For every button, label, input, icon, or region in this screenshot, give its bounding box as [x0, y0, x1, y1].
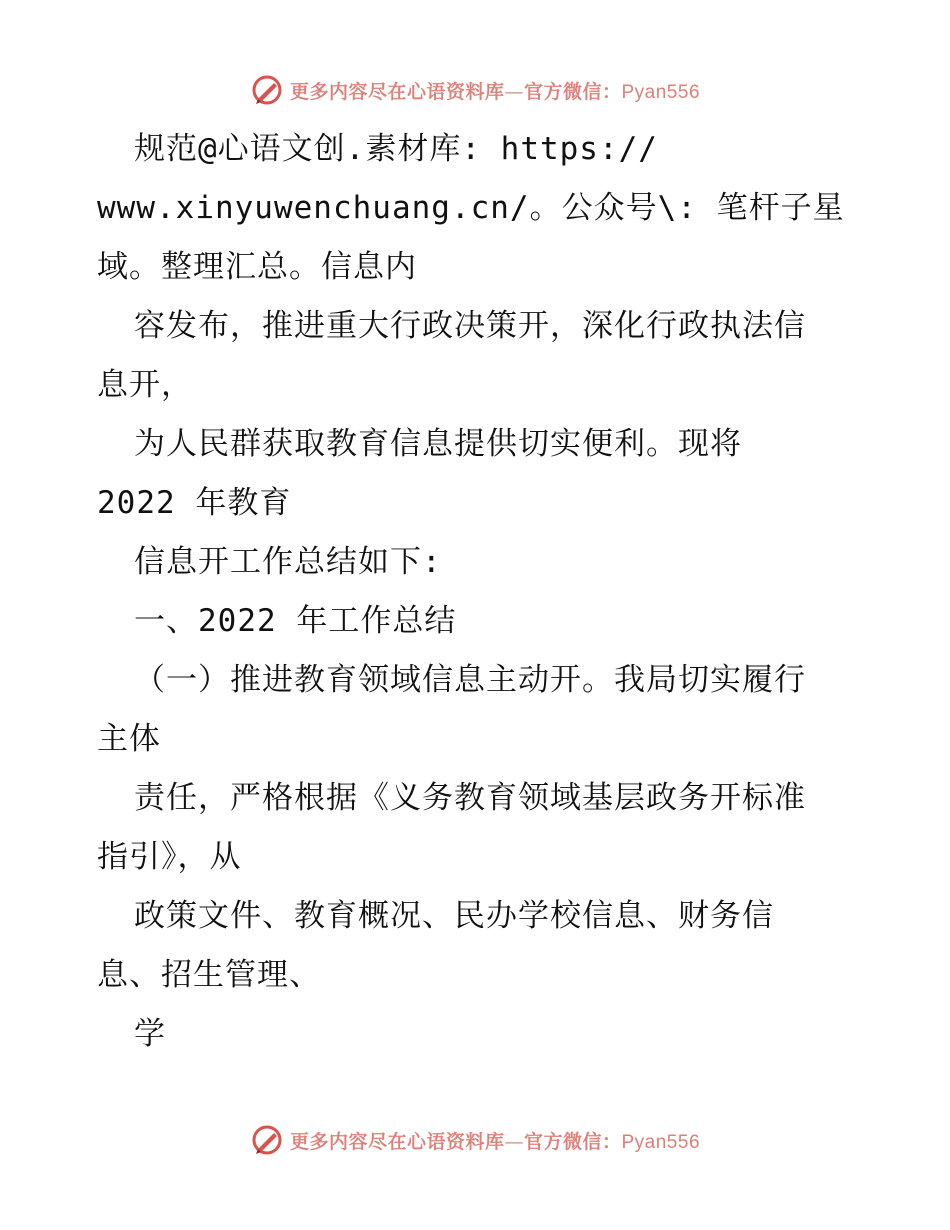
header-banner-separator: —	[504, 80, 524, 103]
header-banner-title: 更多内容尽在心语资料库	[289, 80, 505, 103]
body-line: 政策文件、教育概况、民办学校信息、财务信	[134, 898, 774, 934]
body-line: 2022 年教育	[97, 485, 292, 521]
body-line: 信息开工作总结如下:	[134, 544, 442, 580]
header-banner-wechat-label: 官方微信：	[523, 80, 622, 103]
body-line: 息、招生管理、	[97, 957, 321, 993]
body-line: 容发布，推进重大行政决策开，深化行政执法信	[134, 308, 806, 344]
header-banner	[0, 70, 950, 110]
header-banner-wechat-id: Pyan556	[621, 81, 701, 103]
footer-banner-text	[290, 1127, 700, 1154]
body-line: （一）推进教育领域信息主动开。我局切实履行	[134, 662, 806, 698]
pen-logo-icon	[250, 1123, 284, 1157]
footer-banner-title: 更多内容尽在心语资料库	[289, 1130, 505, 1153]
document-body	[97, 120, 867, 1064]
body-line: 学	[134, 1016, 166, 1052]
body-line: 一、2022 年工作总结	[134, 603, 457, 639]
footer-banner	[0, 1120, 950, 1160]
footer-banner-separator: —	[504, 1130, 524, 1153]
body-line: 指引》，从	[97, 839, 242, 875]
body-line: 息开，	[97, 367, 193, 403]
footer-banner-wechat-label: 官方微信：	[523, 1130, 622, 1153]
body-line: 规范@心语文创.素材库: https://	[134, 131, 658, 167]
pen-logo-icon	[250, 73, 284, 107]
header-banner-text	[290, 77, 700, 104]
body-line: 责任，严格根据《义务教育领域基层政务开标准	[134, 780, 806, 816]
body-line: www.xinyuwenchuang.cn/。公众号\: 笔杆子星	[97, 190, 845, 226]
body-line: 域。整理汇总。信息内	[97, 249, 417, 285]
body-line: 主体	[97, 721, 161, 757]
body-line: 为人民群获取教育信息提供切实便利。现将	[134, 426, 742, 462]
footer-banner-wechat-id: Pyan556	[621, 1131, 701, 1153]
